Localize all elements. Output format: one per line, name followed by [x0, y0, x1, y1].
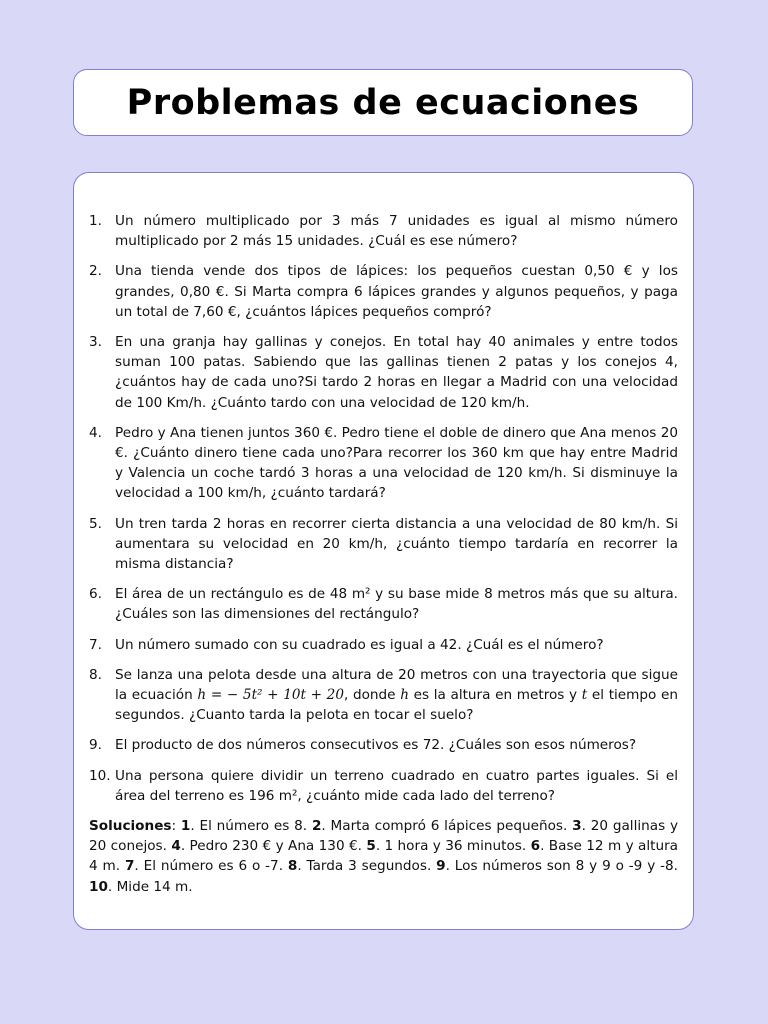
problem-text: El área de un rectángulo es de 48 m² y su base mide 8 metros más que su altura. ¿Cuáles son las dimensiones del rectángulo?	[115, 586, 678, 623]
problem-text: Se lanza una pelota desde una altura de 20 metros con una trayectoria que sigue la ecuación	[115, 666, 678, 704]
solution-text: . 20 gallinas y 20 conejos.	[89, 818, 678, 855]
problem-number: 1.	[89, 213, 102, 229]
problem-item	[89, 514, 678, 575]
problem-text: Pedro y Ana tienen juntos 360 €. Pedro tiene el doble de dinero que Ana menos 20 €. ¿Cuánto dinero tiene cada uno?Para recorrer los 360 km que hay entre Madrid y Valencia un coche tardó 3 horas a una velocidad de 120 km/h. Si disminuye la velocidad a 100 km/h, ¿cuánto tardará?	[115, 424, 678, 502]
problem-item	[89, 584, 678, 624]
solution-text: . El número es 6 o -7.	[134, 858, 288, 875]
solution-number: 5	[366, 838, 376, 855]
variable-h: h	[400, 687, 409, 704]
solution-text: . Tarda 3 segundos.	[297, 858, 437, 875]
problem-number: 4.	[89, 424, 102, 441]
problem-item	[89, 635, 678, 655]
problem-number: 3.	[89, 334, 102, 351]
solution-text: . Mide 14 m.	[107, 878, 193, 895]
problem-text: es la altura en metros y	[408, 687, 582, 704]
solution-text: . Base 12 m y altura 4 m.	[89, 838, 678, 875]
solution-number: 9	[436, 858, 446, 875]
problem-number: 10.	[89, 767, 111, 784]
solution-text: . Pedro 230 € y Ana 130 €.	[180, 838, 367, 855]
problem-text: Una persona quiere dividir un terreno cuadrado en cuatro partes iguales. Si el área del terreno es 196 m², ¿cuánto mide cada lado del terreno?	[115, 767, 678, 804]
problem-number: 2.	[89, 263, 102, 280]
problem-list	[89, 211, 678, 806]
title-box	[73, 69, 693, 136]
solution-number: 7	[124, 858, 135, 875]
problem-text: el tiempo en segundos. ¿Cuanto tarda la pelota en tocar el suelo?	[115, 687, 678, 724]
equation: h = − 5t² + 10t + 20	[197, 687, 344, 704]
problem-text: , donde	[343, 687, 401, 704]
solution-text: . El número es 8.	[190, 818, 312, 835]
problem-number: 6.	[89, 586, 102, 603]
solution-number: 3	[572, 818, 582, 835]
solution-number: 1	[180, 818, 191, 835]
problem-item	[89, 261, 678, 322]
solution-number: 10	[89, 878, 108, 895]
solution-text: . 1 hora y 36 minutos.	[375, 838, 531, 855]
content-box	[73, 172, 694, 930]
solution-text: . Marta compró 6 lápices pequeños.	[321, 818, 573, 835]
variable-t: t	[581, 687, 588, 704]
problem-item	[89, 766, 678, 806]
solution-number: 8	[287, 858, 298, 875]
page-title: Problemas de ecuaciones	[126, 82, 640, 123]
problem-text: El producto de dos números consecutivos es 72. ¿Cuáles son esos números?	[115, 737, 637, 754]
problem-item	[89, 665, 678, 726]
problem-item	[89, 735, 678, 755]
problem-text: Un tren tarda 2 horas en recorrer cierta distancia a una velocidad de 80 km/h. Si aumentara su velocidad en 20 km/h, ¿cuánto tiempo tardaría en recorrer la misma distancia?	[115, 515, 678, 573]
problem-number: 8.	[89, 666, 102, 683]
problem-item	[89, 211, 678, 251]
problem-number: 7.	[89, 636, 102, 653]
problem-text: Una tienda vende dos tipos de lápices: los pequeños cuestan 0,50 € y los grandes, 0,80 €. Si Marta compra 6 lápices grandes y algunos pequeños, y paga un total de 7,60 €, ¿cuántos lápices pequeños compró?	[115, 263, 678, 320]
solutions-label: Soluciones	[89, 818, 172, 835]
solution-number: 6	[530, 838, 541, 855]
problem-text: En una granja hay gallinas y conejos. En total hay 40 animales y entre todos suman 100 patas. Sabiendo que las gallinas tienen 2 patas y los conejos 4, ¿cuántos hay de cada uno?Si tardo 2 horas en llegar a Madrid con una velocidad de 100 Km/h. ¿Cuánto tardo con una velocidad de 120 km/h.	[115, 334, 678, 411]
problem-item	[89, 332, 678, 413]
problem-item	[89, 423, 678, 504]
problem-number: 5.	[89, 515, 102, 532]
problem-number: 9.	[89, 737, 102, 754]
solutions: Soluciones: 1. El número es 8. 2. Marta compró 6 lápices pequeños. 3. 20 gallinas y 20 conejos. 4. Pedro 230 € y Ana 130 €. 5. 1 hora y 36 minutos. 6. Base 12 m y altura 4 m. 7. El número es 6 o -7. 8. Tarda 3 segundos. 9. Los números son 8 y 9 o -9 y -8. 10. Mide 14 m.	[89, 818, 678, 895]
problem-text: Un número sumado con su cuadrado es igual a 42. ¿Cuál es el número?	[115, 636, 604, 653]
solution-number: 4	[171, 838, 181, 855]
solution-number: 2	[311, 818, 322, 835]
solution-text: . Los números son 8 y 9 o -9 y -8.	[445, 858, 678, 875]
problem-text: Un número multiplicado por 3 más 7 unidades es igual al mismo número multiplicado por 2 más 15 unidades. ¿Cuál es ese número?	[115, 213, 678, 250]
